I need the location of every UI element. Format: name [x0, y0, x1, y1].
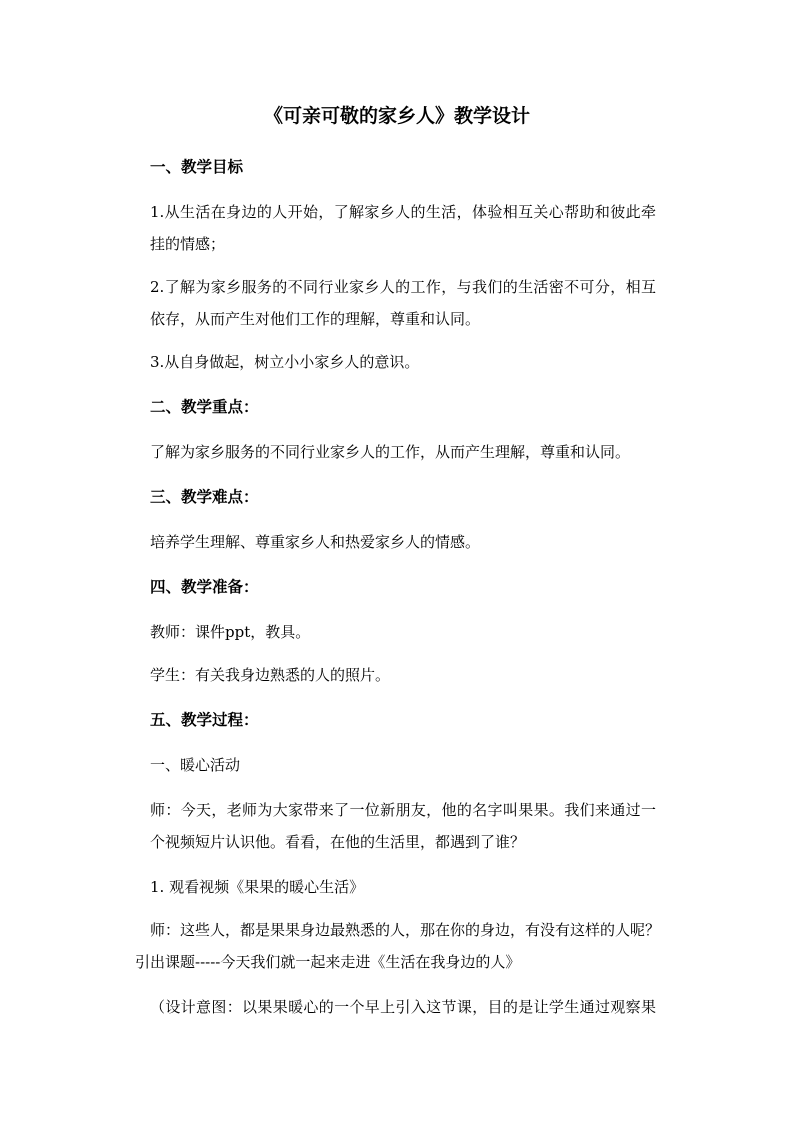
document-title: 《可亲可敬的家乡人》教学设计: [263, 105, 530, 127]
goal-1-line-2: 挂的情感；: [150, 235, 226, 253]
heading-key-points: 二、教学重点：: [150, 397, 259, 416]
key-points-text: 了解为家乡服务的不同行业家乡人的工作，从而产生理解，尊重和认同。: [150, 443, 631, 461]
goal-1-line-1: 1.从生活在身边的人开始，了解家乡人的生活，体验相互关心帮助和彼此牵: [150, 203, 656, 221]
preparation-student: 学生：有关我身边熟悉的人的照片。: [150, 666, 391, 684]
paragraph-1-line-1: 师：今天，老师为大家带来了一位新朋友，他的名字叫果果。我们来通过一: [150, 801, 656, 819]
goal-2-line-1: 2.了解为家乡服务的不同行业家乡人的工作，与我们的生活密不可分，相互: [150, 278, 656, 296]
paragraph-1-line-2: 个视频短片认识他。看看，在他的生活里，都遇到了谁？: [150, 833, 526, 851]
goal-3: 3.从自身做起，树立小小家乡人的意识。: [150, 353, 420, 371]
preparation-teacher: 教师：课件ppt，教具。: [150, 623, 311, 641]
item-watch-video: 1. 观看视频《果果的暖心生活》: [150, 878, 365, 896]
heading-process: 五、教学过程：: [150, 710, 259, 729]
step-warm-activity: 一、暖心活动: [150, 756, 241, 774]
heading-teaching-goals: 一、教学目标: [150, 157, 244, 176]
heading-preparation: 四、教学准备：: [150, 577, 259, 596]
goal-2-line-2: 依存，从而产生对他们工作的理解，尊重和认同。: [150, 310, 481, 328]
paragraph-3-line-1: （设计意图：以果果暖心的一个早上引入这节课，目的是让学生通过观察果: [150, 998, 656, 1016]
paragraph-2-line-1: 师：这些人，都是果果身边最熟悉的人，那在你的身边，有没有这样的人呢？: [150, 921, 661, 939]
paragraph-2-line-2: 引出课题-----今天我们就一起来走进《生活在我身边的人》: [135, 953, 521, 971]
difficulties-text: 培养学生理解、尊重家乡人和热爱家乡人的情感。: [150, 533, 481, 551]
heading-difficulties: 三、教学难点：: [150, 487, 259, 506]
